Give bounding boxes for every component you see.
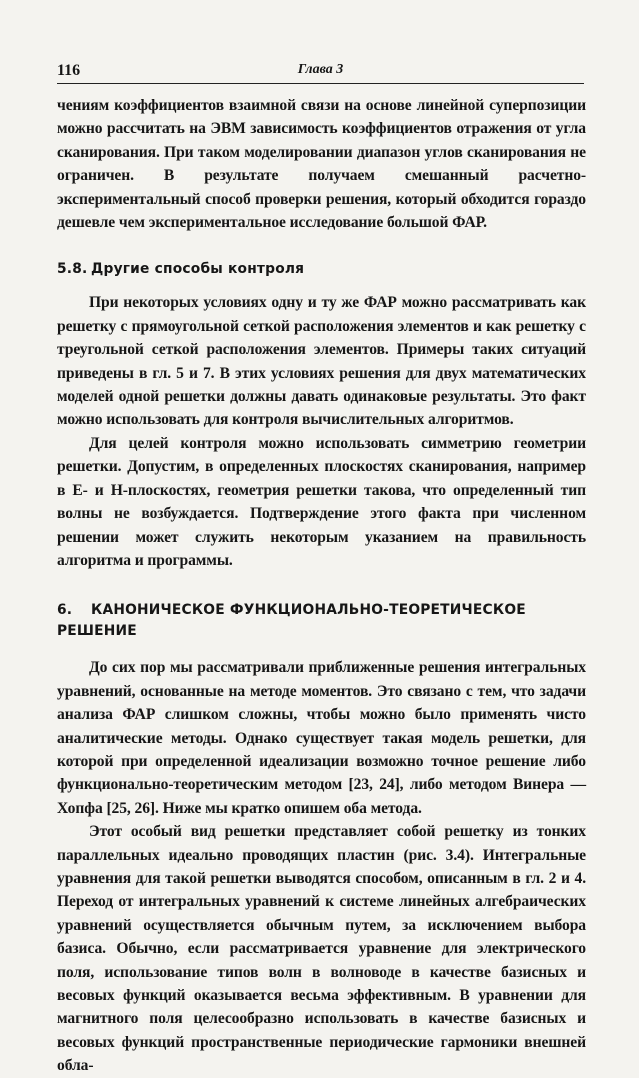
- header-rule: [57, 83, 584, 84]
- page-number: 116: [57, 62, 81, 79]
- paragraph: До сих пор мы рассматривали приближенные решения интегральных уравнений, основанные на методе моментов. Это связано с тем, что задачи анализа ФАР слишком сложны, чтобы можно было применять чисто аналитические методы. Однако существует такая модель решетки, для которой при определенной идеализации возможно точное решение либо функционально-теоретическим методом [23, 24], либо методом Винера — Хопфа [25, 26]. Ниже мы кратко опишем оба метода.: [57, 659, 586, 817]
- paragraph-continuation: чениям коэффициентов взаимной связи на основе линейной суперпозиции можно рассчитать на ЭВМ зависимость коэффициентов отражения от угла сканирования. При таком моделировании диапазон углов сканирования не ограничен. В результате получаем смешанный расчетно-экспериментальный способ проверки решения, который обходится гораздо дешевле чем экспериментальное исследование большой ФАР.: [57, 97, 586, 232]
- chapter-title: Глава 3: [297, 62, 344, 77]
- section-number: 5.8.: [57, 261, 88, 278]
- paragraph: Для целей контроля можно использовать симметрию геометрии решетки. Допустим, в определенных плоскостях сканирования, например в E- и H-плоскостях, геометрия решетки такова, что определенный тип волны не возбуждается. Подтверждение этого факта при численном решении может служить некоторым указанием на правильность алгоритма и программы.: [57, 434, 586, 569]
- section-heading-5-8: [57, 259, 586, 280]
- section-title-line-2: РЕШЕНИЕ: [57, 623, 137, 640]
- paragraph: Этот особый вид решетки представляет собой решетку из тонких параллельных идеально проводящих пластин (рис. 3.4). Интегральные уравнения для такой решетки выводятся способом, описанным в гл. 2 и 4. Переход от интегральных уравнений к системе линейных алгебраических уравнений осуществляется обычным путем, за исключением выбора базиса. Обычно, если рассматривается уравнение для электрического поля, использование типов волн в волноводе в качестве базисных и весовых функций оказывается весьма эффективным. В уравнении для магнитного поля целесообразно использовать в качестве базисных и весовых функций пространственные периодические гармоники внешней обла-: [57, 823, 586, 1075]
- running-head: [57, 62, 584, 84]
- section-title-line-1: КАНОНИЧЕСКОЕ ФУНКЦИОНАЛЬНО-ТЕОРЕТИЧЕСКОЕ: [91, 602, 526, 619]
- section-number: 6.: [57, 602, 73, 619]
- section-title: Другие способы контроля: [91, 261, 305, 278]
- section-heading-6: [57, 600, 586, 642]
- paragraph: При некоторых условиях одну и ту же ФАР можно рассматривать как решетку с прямоугольной сеткой расположения элементов и как решетку с треугольной сеткой расположения элементов. Примеры таких ситуаций приведены в гл. 5 и 7. В этих условиях решения для двух математических моделей одной решетки должны давать одинаковые результаты. Это факт можно использовать для контроля вычислительных алгоритмов.: [57, 294, 586, 429]
- body-text: [57, 94, 586, 1078]
